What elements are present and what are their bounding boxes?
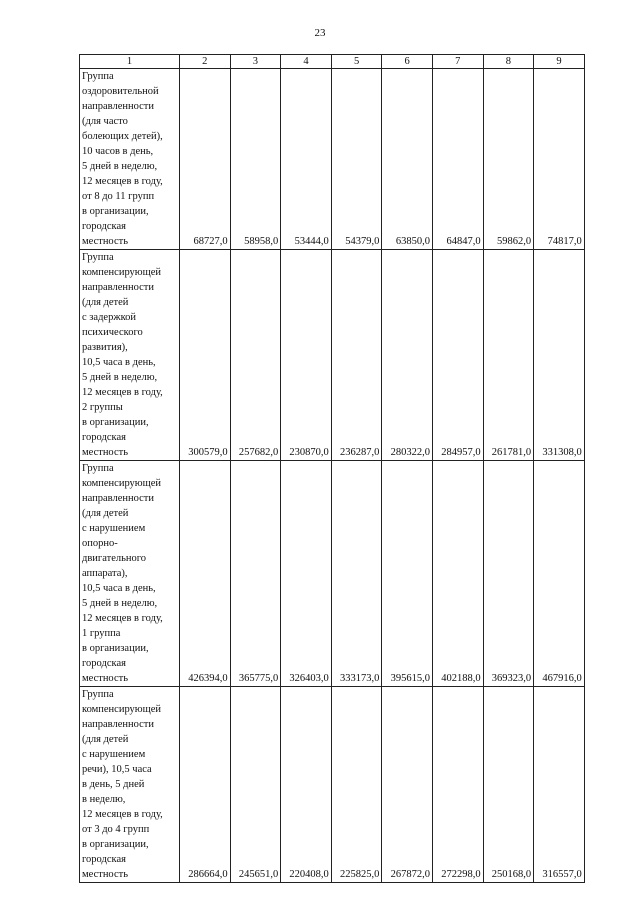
value-cell: 59862,0 (483, 69, 534, 250)
page-number: 23 (314, 27, 326, 39)
value-cell: 74817,0 (534, 69, 585, 250)
description-line: психического (82, 327, 143, 338)
description-line: 10,5 часа в день, (82, 357, 156, 368)
description-line: в организации, (82, 839, 149, 850)
description-line: аппарата), (82, 568, 128, 579)
value-cell: 261781,0 (483, 250, 534, 461)
group-description-cell (80, 461, 180, 687)
column-header: 2 (180, 55, 231, 69)
description-line: направленности (82, 493, 155, 504)
column-header: 7 (432, 55, 483, 69)
description-line: направленности (82, 282, 155, 293)
description-line: (для детей (82, 508, 129, 519)
description-line: местность (82, 447, 128, 458)
value-cell: 220408,0 (281, 687, 332, 883)
description-line: оздоровительной (82, 86, 159, 97)
description-line: в день, 5 дней (82, 779, 145, 790)
description-line: 10,5 часа в день, (82, 583, 156, 594)
value-cell: 53444,0 (281, 69, 332, 250)
description-line: 10 часов в день, (82, 146, 154, 157)
description-line: болеющих детей), (82, 131, 163, 142)
header-row (80, 55, 585, 69)
value-cell: 68727,0 (180, 69, 231, 250)
value-cell: 286664,0 (180, 687, 231, 883)
value-cell: 369323,0 (483, 461, 534, 687)
value-cell: 426394,0 (180, 461, 231, 687)
description-line: направленности (82, 101, 155, 112)
column-header: 3 (230, 55, 281, 69)
description-line: Группа (82, 689, 114, 700)
value-cell: 365775,0 (230, 461, 281, 687)
description-line: компенсирующей (82, 478, 162, 489)
description-line: направленности (82, 719, 155, 730)
description-line: компенсирующей (82, 267, 162, 278)
description-line: 2 группы (82, 402, 123, 413)
description-line: местность (82, 869, 128, 880)
value-cell: 272298,0 (432, 687, 483, 883)
description-line: от 3 до 4 групп (82, 824, 150, 835)
description-line: городская (82, 658, 126, 669)
value-cell: 54379,0 (331, 69, 382, 250)
description-line: (для детей (82, 734, 129, 745)
table-row (80, 461, 585, 687)
value-cell: 64847,0 (432, 69, 483, 250)
description-line: городская (82, 854, 126, 865)
value-cell: 300579,0 (180, 250, 231, 461)
description-line: компенсирующей (82, 704, 162, 715)
value-cell: 316557,0 (534, 687, 585, 883)
value-cell: 245651,0 (230, 687, 281, 883)
description-line: с нарушением (82, 749, 146, 760)
description-line: в организации, (82, 206, 149, 217)
description-line: с нарушением (82, 523, 146, 534)
description-line: Группа (82, 252, 114, 263)
value-cell: 284957,0 (432, 250, 483, 461)
column-header: 5 (331, 55, 382, 69)
description-line: с задержкой (82, 312, 137, 323)
description-line: местность (82, 236, 128, 247)
description-line: 5 дней в неделю, (82, 598, 158, 609)
description-line: речи), 10,5 часа (82, 764, 152, 775)
description-line: городская (82, 432, 126, 443)
description-line: 12 месяцев в году, (82, 809, 163, 820)
value-cell: 280322,0 (382, 250, 433, 461)
group-description-cell (80, 687, 180, 883)
description-line: городская (82, 221, 126, 232)
description-line: 5 дней в неделю, (82, 372, 158, 383)
description-line: 12 месяцев в году, (82, 387, 163, 398)
tariff-table (79, 54, 585, 883)
value-cell: 395615,0 (382, 461, 433, 687)
value-cell: 250168,0 (483, 687, 534, 883)
description-line: 12 месяцев в году, (82, 613, 163, 624)
column-header: 8 (483, 55, 534, 69)
column-header: 9 (534, 55, 585, 69)
description-line: 5 дней в неделю, (82, 161, 158, 172)
value-cell: 257682,0 (230, 250, 281, 461)
description-line: местность (82, 673, 128, 684)
value-cell: 236287,0 (331, 250, 382, 461)
description-line: двигательного (82, 553, 147, 564)
value-cell: 230870,0 (281, 250, 332, 461)
column-header: 4 (281, 55, 332, 69)
value-cell: 331308,0 (534, 250, 585, 461)
description-line: в неделю, (82, 794, 126, 805)
value-cell: 63850,0 (382, 69, 433, 250)
value-cell: 333173,0 (331, 461, 382, 687)
description-line: 1 группа (82, 628, 121, 639)
table-row (80, 69, 585, 250)
value-cell: 467916,0 (534, 461, 585, 687)
table-row (80, 250, 585, 461)
value-cell: 225825,0 (331, 687, 382, 883)
value-cell: 326403,0 (281, 461, 332, 687)
description-line: Группа (82, 463, 114, 474)
description-line: в организации, (82, 643, 149, 654)
description-line: в организации, (82, 417, 149, 428)
description-line: опорно- (82, 538, 118, 549)
description-line: 12 месяцев в году, (82, 176, 163, 187)
value-cell: 267872,0 (382, 687, 433, 883)
description-line: развития), (82, 342, 128, 353)
table-row (80, 687, 585, 883)
description-line: от 8 до 11 групп (82, 191, 155, 202)
column-header: 6 (382, 55, 433, 69)
group-description-cell (80, 250, 180, 461)
column-header: 1 (80, 55, 180, 69)
group-description-cell (80, 69, 180, 250)
description-line: (для детей (82, 297, 129, 308)
description-line: Группа (82, 71, 114, 82)
value-cell: 402188,0 (432, 461, 483, 687)
value-cell: 58958,0 (230, 69, 281, 250)
description-line: (для часто (82, 116, 128, 127)
